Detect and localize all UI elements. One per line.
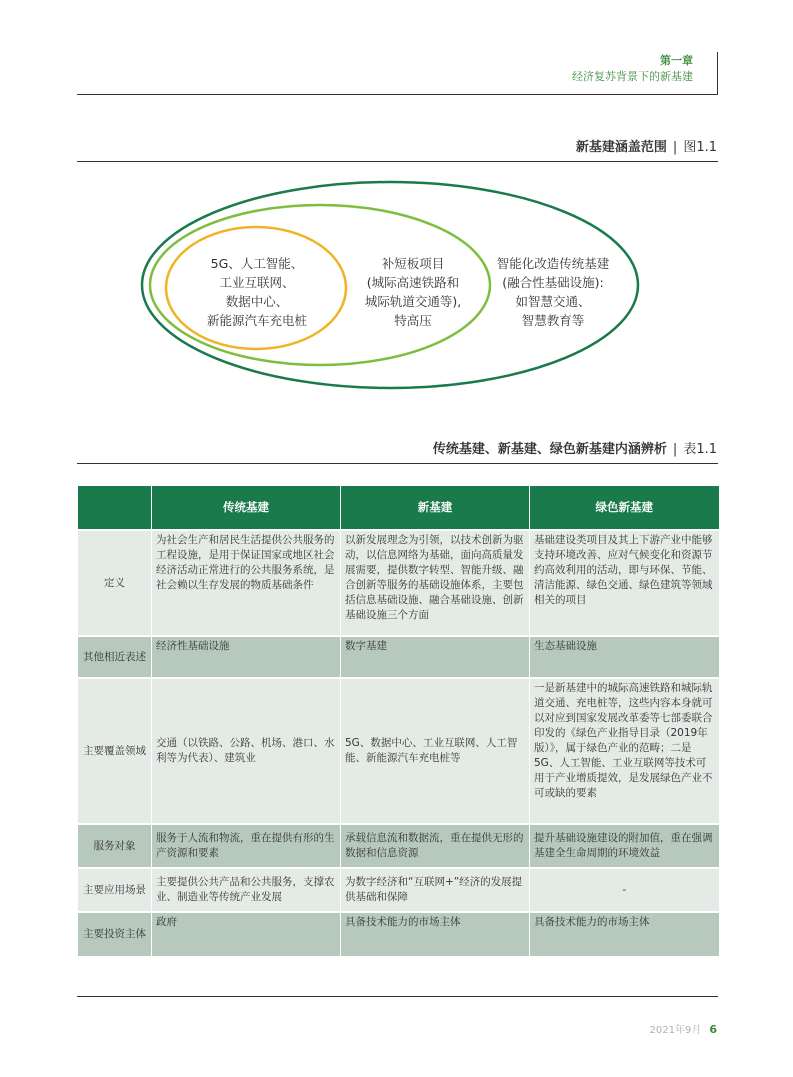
header-divider bbox=[77, 94, 718, 95]
table-cell: 服务于人流和物流，重在提供有形的生产资源和要素 bbox=[152, 824, 341, 868]
row-header-definition: 定义 bbox=[78, 530, 152, 636]
table-cell: 为社会生产和居民生活提供公共服务的工程设施，是用于保证国家或地区社会经济活动正常进行的公共服务系统，是社会赖以生存发展的物质基础条件 bbox=[152, 530, 341, 636]
chapter-title: 经济复苏背景下的新基建 bbox=[572, 70, 693, 83]
table-row bbox=[78, 530, 719, 636]
inner-line: 数据中心、 bbox=[225, 294, 289, 309]
inner-line: 5G、人工智能、 bbox=[210, 256, 304, 271]
table-cell: 主要提供公共产品和公共服务，支撑农业、制造业等传统产业发展 bbox=[152, 868, 341, 912]
table-cell: 基础建设类项目及其上下游产业中能够支持环境改善、应对气候变化和资源节约高效利用的活动，即与环保、节能、清洁能源、绿色交通、绿色建筑等领域相关的项目 bbox=[530, 530, 719, 636]
outer-line: 智能化改造传统基建 bbox=[496, 256, 610, 271]
table-header-corner bbox=[78, 486, 152, 530]
table-cell: 具备技术能力的市场主体 bbox=[341, 912, 530, 956]
chapter-heading bbox=[572, 53, 693, 85]
comparison-table bbox=[77, 486, 719, 956]
table-caption bbox=[433, 441, 717, 459]
row-header-scenarios: 主要应用场景 bbox=[78, 868, 152, 912]
outer-line: 智慧教育等 bbox=[521, 313, 585, 328]
table-row bbox=[78, 912, 719, 956]
footer-date: 2021年9月 bbox=[649, 1025, 702, 1036]
figure-caption bbox=[576, 139, 717, 157]
table-header-green: 绿色新基建 bbox=[530, 486, 719, 530]
table-row bbox=[78, 678, 719, 824]
table-divider bbox=[77, 463, 718, 464]
middle-ellipse-text bbox=[348, 254, 478, 330]
middle-line: 城际轨道交通等), bbox=[364, 294, 462, 309]
table-cell: - bbox=[530, 868, 719, 912]
table-cell: 具备技术能力的市场主体 bbox=[530, 912, 719, 956]
table-cell: 数字基建 bbox=[341, 636, 530, 678]
table-cell: 以新发展理念为引领，以技术创新为驱动，以信息网络为基础，面向高质量发展需要，提供数字转型、智能升级、融合创新等服务的基础设施体系，主要包括信息基础设施、融合基础设施、创新基础设施三个方面 bbox=[341, 530, 530, 636]
page-header bbox=[0, 0, 793, 100]
row-header-coverage: 主要覆盖领域 bbox=[78, 678, 152, 824]
outer-line: 如智慧交通、 bbox=[515, 294, 591, 309]
figure-title: 新基建涵盖范围 bbox=[575, 140, 667, 155]
table-caption-separator: | bbox=[672, 442, 678, 457]
chapter-number: 第一章 bbox=[660, 54, 693, 67]
outer-line: (融合性基础设施): bbox=[502, 275, 604, 290]
middle-line: 特高压 bbox=[394, 313, 432, 328]
table-label: 表1.1 bbox=[683, 442, 717, 457]
table-title: 传统基建、新基建、绿色新基建内涵辨析 bbox=[432, 442, 667, 457]
table-header-new: 新基建 bbox=[341, 486, 530, 530]
inner-ellipse-text bbox=[197, 254, 317, 330]
table-row bbox=[78, 824, 719, 868]
outer-ellipse-text bbox=[488, 254, 618, 330]
row-header-investors: 主要投资主体 bbox=[78, 912, 152, 956]
table-row bbox=[78, 868, 719, 912]
inner-line: 工业互联网、 bbox=[219, 275, 295, 290]
table-cell: 提升基础设施建设的附加值，重在强调基建全生命周期的环境效益 bbox=[530, 824, 719, 868]
page-number: 6 bbox=[709, 1023, 717, 1036]
table-cell: 政府 bbox=[152, 912, 341, 956]
table-cell: 交通（以铁路、公路、机场、港口、水利等为代表）、建筑业 bbox=[152, 678, 341, 824]
table-header-row bbox=[78, 486, 719, 530]
table-cell: 经济性基础设施 bbox=[152, 636, 341, 678]
row-header-aliases: 其他相近表述 bbox=[78, 636, 152, 678]
page-footer bbox=[650, 1021, 717, 1036]
middle-line: (城际高速铁路和 bbox=[366, 275, 460, 290]
header-divider-vertical bbox=[717, 52, 718, 94]
middle-line: 补短板项目 bbox=[381, 256, 445, 271]
figure-caption-separator: | bbox=[672, 140, 678, 155]
table-header-traditional: 传统基建 bbox=[152, 486, 341, 530]
row-header-service-target: 服务对象 bbox=[78, 824, 152, 868]
table-cell: 生态基础设施 bbox=[530, 636, 719, 678]
table-cell: 为数字经济和“互联网+”经济的发展提供基础和保障 bbox=[341, 868, 530, 912]
table-cell: 5G、数据中心、工业互联网、人工智能、新能源汽车充电桩等 bbox=[341, 678, 530, 824]
table-row bbox=[78, 636, 719, 678]
table-cell: 一是新基建中的城际高速铁路和城际轨道交通、充电桩等，这些内容本身就可以对应到国家发展改革委等七部委联合印发的《绿色产业指导目录（2019年版）》，属于绿色产业的范畴；二是5G、人工智能、工业互联网等技术可用于产业增质提效，是发展绿色产业不可或缺的要素 bbox=[530, 678, 719, 824]
figure-label: 图1.1 bbox=[683, 140, 717, 155]
inner-line: 新能源汽车充电桩 bbox=[206, 313, 307, 328]
table-cell: 承载信息流和数据流，重在提供无形的数据和信息资源 bbox=[341, 824, 530, 868]
footer-divider bbox=[77, 996, 718, 997]
